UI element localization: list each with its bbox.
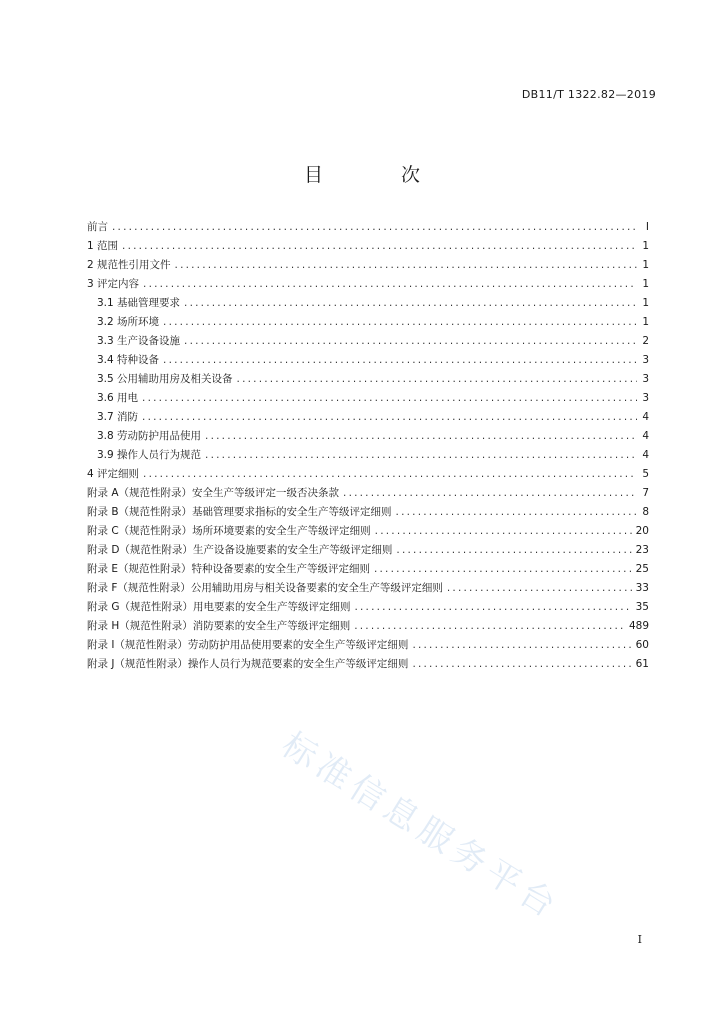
toc-entry-page: 489 [628, 620, 649, 632]
toc-entry-label: 附录 I（规范性附录）劳动防护用品使用要素的安全生产等级评定细则 [87, 639, 409, 651]
toc-leader-dots [143, 275, 637, 294]
toc-entry-page: 8 [642, 506, 649, 518]
toc-entry-page: 61 [635, 658, 649, 670]
toc-leader-dots [112, 218, 637, 237]
toc-entry[interactable] [87, 617, 649, 636]
watermark: 标准信息服务平台 [274, 724, 568, 929]
toc-entry[interactable] [87, 389, 649, 408]
toc-leader-dots [354, 617, 625, 636]
toc-leader-dots [343, 484, 637, 503]
toc-entry-page: 7 [642, 487, 649, 499]
toc-entry-page: 3 [642, 392, 649, 404]
toc-entry-label: 3.3 生产设备设施 [97, 335, 181, 347]
toc-leader-dots [375, 522, 632, 541]
toc-leader-dots [163, 351, 637, 370]
toc-entry[interactable] [87, 465, 649, 484]
toc-entry[interactable] [87, 313, 649, 332]
toc-entry-page: 4 [642, 430, 649, 442]
toc-entry-page: 1 [642, 240, 649, 252]
toc-leader-dots [122, 237, 637, 256]
toc-entry[interactable] [87, 237, 649, 256]
toc-entry-page: 1 [642, 259, 649, 271]
toc-entry-label: 4 评定细则 [87, 468, 140, 480]
toc-entry[interactable] [87, 256, 649, 275]
toc-entry-page: 3 [642, 373, 649, 385]
toc-entry[interactable] [87, 294, 649, 313]
toc-entry[interactable] [87, 522, 649, 541]
toc-entry-label: 1 范围 [87, 240, 119, 252]
toc-leader-dots [412, 655, 631, 674]
toc-entry-label: 附录 J（规范性附录）操作人员行为规范要素的安全生产等级评定细则 [87, 658, 409, 670]
toc-entry-label: 3.4 特种设备 [97, 354, 160, 366]
toc-entry[interactable] [87, 579, 649, 598]
toc-entry-label: 附录 B（规范性附录）基础管理要求指标的安全生产等级评定细则 [87, 506, 392, 518]
toc-entry[interactable] [87, 351, 649, 370]
toc-entry[interactable] [87, 636, 649, 655]
toc-entry-label: 附录 G（规范性附录）用电要素的安全生产等级评定细则 [87, 601, 351, 613]
toc-entry-label: 3.9 操作人员行为规范 [97, 449, 202, 461]
toc-title: 目 次 [303, 164, 457, 186]
page-number: I [637, 933, 642, 946]
toc-entry-label: 附录 E（规范性附录）特种设备要素的安全生产等级评定细则 [87, 563, 370, 575]
toc-entry-label: 3.1 基础管理要求 [97, 297, 181, 309]
toc-leader-dots [184, 294, 637, 313]
toc-entry[interactable] [87, 275, 649, 294]
toc-leader-dots [354, 598, 631, 617]
table-of-contents [87, 218, 649, 674]
toc-entry-page: 3 [642, 354, 649, 366]
toc-entry[interactable] [87, 427, 649, 446]
toc-entry[interactable] [87, 655, 649, 674]
toc-entry[interactable] [87, 370, 649, 389]
toc-entry-label: 前言 [87, 221, 108, 233]
toc-entry-page: 60 [635, 639, 649, 651]
toc-entry-label: 3.8 劳动防护用品使用 [97, 430, 202, 442]
toc-entry[interactable] [87, 408, 649, 427]
toc-entry[interactable] [87, 484, 649, 503]
toc-entry-label: 3.2 场所环境 [97, 316, 160, 328]
toc-entry[interactable] [87, 560, 649, 579]
toc-entry-page: 20 [635, 525, 649, 537]
toc-leader-dots [175, 256, 637, 275]
toc-entry-page: 1 [642, 297, 649, 309]
toc-leader-dots [142, 408, 637, 427]
toc-leader-dots [447, 579, 632, 598]
toc-entry-page: 4 [642, 449, 649, 461]
toc-entry[interactable] [87, 503, 649, 522]
toc-entry[interactable] [87, 541, 649, 560]
toc-entry-page: I [645, 221, 649, 233]
toc-leader-dots [396, 503, 637, 522]
toc-entry-page: 1 [642, 278, 649, 290]
toc-entry-page: 23 [635, 544, 649, 556]
toc-entry[interactable] [87, 332, 649, 351]
toc-entry-label: 附录 F（规范性附录）公用辅助用房与相关设备要素的安全生产等级评定细则 [87, 582, 443, 594]
toc-entry-page: 1 [642, 316, 649, 328]
document-code: DB11/T 1322.82—2019 [521, 88, 656, 101]
toc-entry[interactable] [87, 218, 649, 237]
toc-leader-dots [205, 427, 637, 446]
toc-entry-label: 3.7 消防 [97, 411, 139, 423]
toc-leader-dots [142, 389, 637, 408]
toc-entry-page: 5 [642, 468, 649, 480]
toc-entry-label: 2 规范性引用文件 [87, 259, 171, 271]
toc-entry-label: 附录 A（规范性附录）安全生产等级评定一级否决条款 [87, 487, 340, 499]
toc-leader-dots [163, 313, 637, 332]
toc-entry-page: 2 [642, 335, 649, 347]
toc-entry-label: 3.6 用电 [97, 392, 139, 404]
toc-entry[interactable] [87, 598, 649, 617]
toc-leader-dots [205, 446, 637, 465]
toc-entry-label: 附录 H（规范性附录）消防要素的安全生产等级评定细则 [87, 620, 351, 632]
toc-entry-page: 35 [635, 601, 649, 613]
toc-leader-dots [237, 370, 637, 389]
toc-entry-page: 4 [642, 411, 649, 423]
toc-entry-page: 33 [635, 582, 649, 594]
toc-entry-label: 附录 C（规范性附录）场所环境要素的安全生产等级评定细则 [87, 525, 371, 537]
toc-entry-page: 25 [635, 563, 649, 575]
toc-entry-label: 3 评定内容 [87, 278, 140, 290]
toc-leader-dots [396, 541, 631, 560]
toc-leader-dots [412, 636, 631, 655]
toc-leader-dots [374, 560, 632, 579]
toc-leader-dots [184, 332, 637, 351]
toc-entry-label: 3.5 公用辅助用房及相关设备 [97, 373, 233, 385]
toc-entry[interactable] [87, 446, 649, 465]
toc-leader-dots [143, 465, 637, 484]
toc-entry-label: 附录 D（规范性附录）生产设备设施要素的安全生产等级评定细则 [87, 544, 393, 556]
